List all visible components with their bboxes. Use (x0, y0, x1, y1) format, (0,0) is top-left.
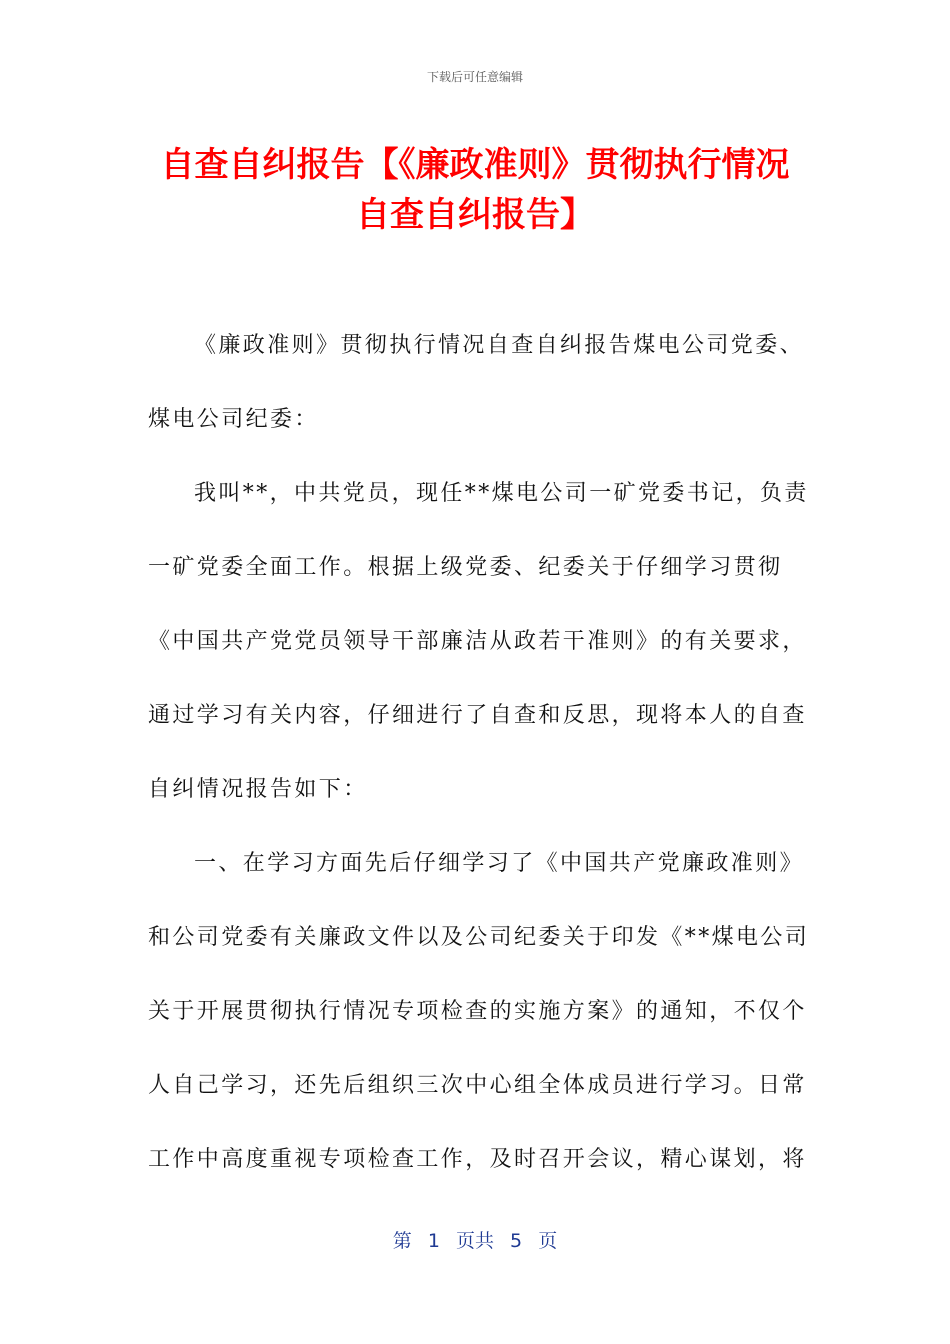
footer-suffix: 页 (538, 1230, 558, 1252)
title-line-1: 自查自纠报告【《廉政准则》贯彻执行情况 (160, 145, 790, 185)
body-line: 自纠情况报告如下： (148, 777, 368, 802)
page-footer (0, 1226, 950, 1253)
body-line: 煤电公司纪委： (148, 407, 319, 432)
body-line: 通过学习有关内容，仔细进行了自查和反思，现将本人的自查 (148, 703, 807, 728)
body-line: 《中国共产党党员领导干部廉洁从政若干准则》的有关要求， (148, 629, 807, 654)
footer-total-pages: 5 (510, 1230, 523, 1252)
body-line: 关于开展贯彻执行情况专项检查的实施方案》的通知，不仅个 (148, 999, 807, 1024)
footer-middle: 页共 (455, 1230, 494, 1252)
header-note: 下载后可任意编辑 (426, 70, 523, 84)
body-line: 一、在学习方面先后仔细学习了《中国共产党廉政准则》 (194, 851, 805, 876)
body-line: 一矿党委全面工作。根据上级党委、纪委关于仔细学习贯彻 (148, 555, 783, 580)
document-title (120, 140, 830, 240)
body-line: 和公司党委有关廉政文件以及公司纪委关于印发《**煤电公司 (148, 925, 810, 950)
body-line: 工作中高度重视专项检查工作，及时召开会议，精心谋划，将 (148, 1147, 807, 1172)
body-line: 我叫**，中共党员，现任**煤电公司一矿党委书记，负责 (194, 481, 809, 506)
document-body (148, 320, 810, 1208)
title-line-2: 自查自纠报告】 (356, 195, 594, 235)
body-line: 人自己学习，还先后组织三次中心组全体成员进行学习。日常 (148, 1073, 807, 1098)
footer-current-page: 1 (427, 1230, 440, 1252)
footer-prefix: 第 (392, 1230, 412, 1252)
body-line: 《廉政准则》贯彻执行情况自查自纠报告煤电公司党委、 (194, 333, 805, 358)
